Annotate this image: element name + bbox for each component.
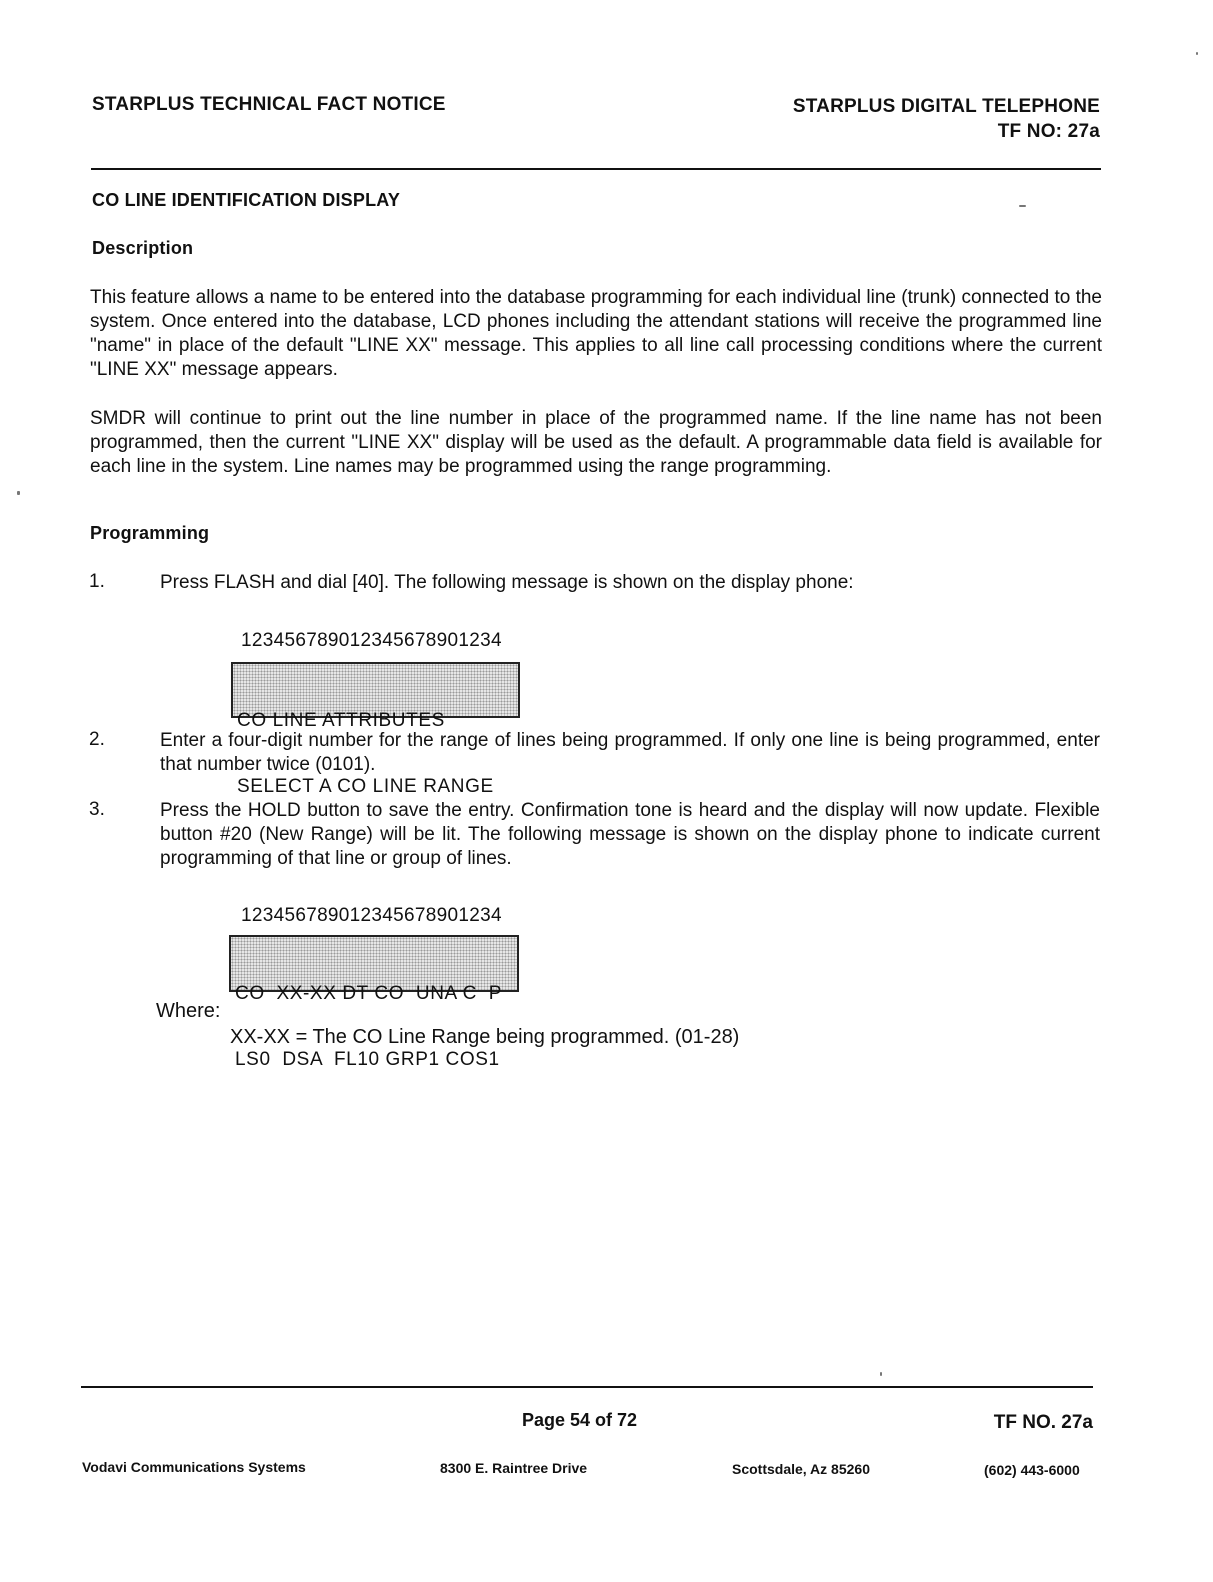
header-left-title: STARPLUS TECHNICAL FACT NOTICE (92, 94, 446, 115)
description-paragraph-1: This feature allows a name to be entered into the database programming for each individual line (trunk) connected to the system. Once entered into the database, LCD phones including the attendant stations will receive the programmed line "name" in place of the default "LINE XX" message. This applies to all line call processing conditions where the current "LINE XX" message appears. (90, 287, 1102, 380)
step-number: 2. (89, 729, 105, 750)
footer-address: 8300 E. Raintree Drive (440, 1460, 588, 1476)
scan-speck (880, 1372, 882, 1376)
scan-speck (1196, 52, 1198, 55)
where-label: Where: (156, 1000, 221, 1022)
header-divider (91, 168, 1101, 170)
footer-city: Scottsdale, Az 85260 (732, 1461, 870, 1477)
programming-heading: Programming (90, 523, 210, 543)
step-text: Press the HOLD button to save the entry. Confirmation tone is heard and the display will now update. Flexible button #20 (New Range) will be lit. The following message is shown on the display phone to indicate current programming of that line or group of lines. (160, 800, 1100, 869)
footer-company: Vodavi Communications Systems (82, 1459, 306, 1475)
lcd-line: CO XX-XX DT CO UNA C P (235, 983, 502, 1004)
footer-page-number: Page 54 of 72 (522, 1410, 638, 1430)
footer-phone: (602) 443-6000 (984, 1462, 1080, 1478)
section-title: CO LINE IDENTIFICATION DISPLAY (92, 190, 401, 210)
header-tf-number: TF NO: 27a (997, 121, 1100, 142)
lcd-line: SELECT A CO LINE RANGE (237, 776, 494, 797)
footer-divider (81, 1386, 1093, 1388)
description-paragraph-2: SMDR will continue to print out the line number in place of the programmed name. If the line name has not been programmed, then the current "LINE XX" display will be used as the default. A programmable data field is available for each line in the system. Line names may be programmed using the range programming. (90, 408, 1102, 477)
footer-tf-number: TF NO. 27a (993, 1412, 1093, 1433)
header-right-title: STARPLUS DIGITAL TELEPHONE (792, 96, 1100, 117)
description-heading: Description (92, 238, 194, 258)
lcd-display-screen (231, 662, 520, 797)
step-text: Enter a four-digit number for the range of lines being programmed. If only one line is being programmed, enter that number twice (0101). (160, 730, 1100, 775)
lcd-line: LS0 DSA FL10 GRP1 COS1 (235, 1049, 500, 1070)
where-definition: XX-XX = The CO Line Range being programmed. (01-28) (230, 1026, 740, 1048)
lcd-column-ruler: 123456789012345678901234 (241, 630, 502, 651)
lcd-line: CO LINE ATTRIBUTES (237, 710, 445, 731)
step-number: 3. (89, 799, 105, 820)
scan-speck (17, 491, 20, 495)
step-text: Press FLASH and dial [40]. The following message is shown on the display phone: (160, 572, 854, 593)
step-number: 1. (89, 571, 105, 592)
lcd-column-ruler: 123456789012345678901234 (241, 905, 502, 926)
scan-speck (1019, 205, 1026, 207)
